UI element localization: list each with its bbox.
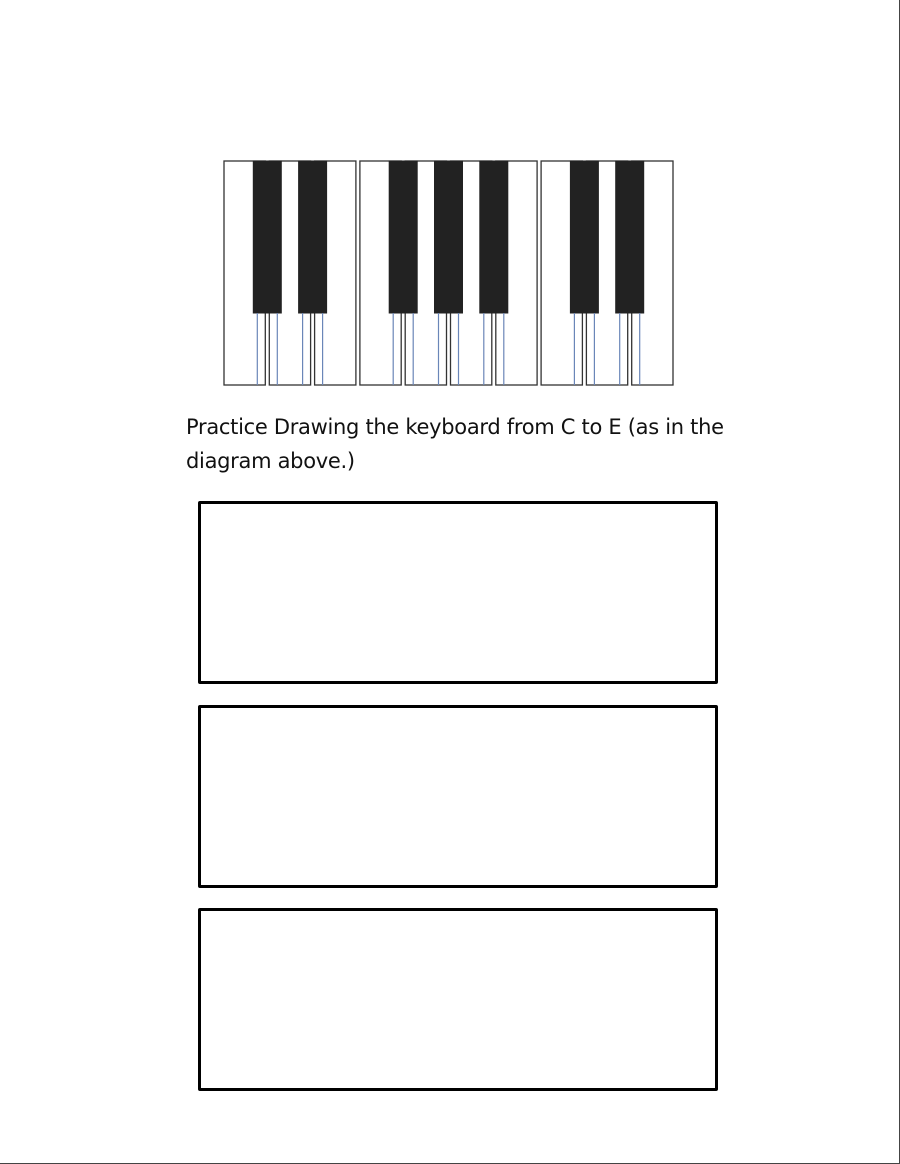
practice-drawing-box-2[interactable] xyxy=(198,705,718,888)
black-key-2 xyxy=(299,161,327,313)
black-key-3 xyxy=(389,161,417,313)
practice-drawing-box-3[interactable] xyxy=(198,908,718,1091)
black-key-5 xyxy=(480,161,508,313)
black-key-6 xyxy=(570,161,598,313)
practice-drawing-box-1[interactable] xyxy=(198,501,718,684)
piano-keyboard-diagram xyxy=(222,159,675,387)
piano-keyboard-svg xyxy=(222,159,675,387)
black-key-1 xyxy=(253,161,281,313)
instruction-text: Practice Drawing the keyboard from C to E (as in the diagram above.) xyxy=(186,415,724,473)
black-key-7 xyxy=(616,161,644,313)
black-key-4 xyxy=(435,161,463,313)
